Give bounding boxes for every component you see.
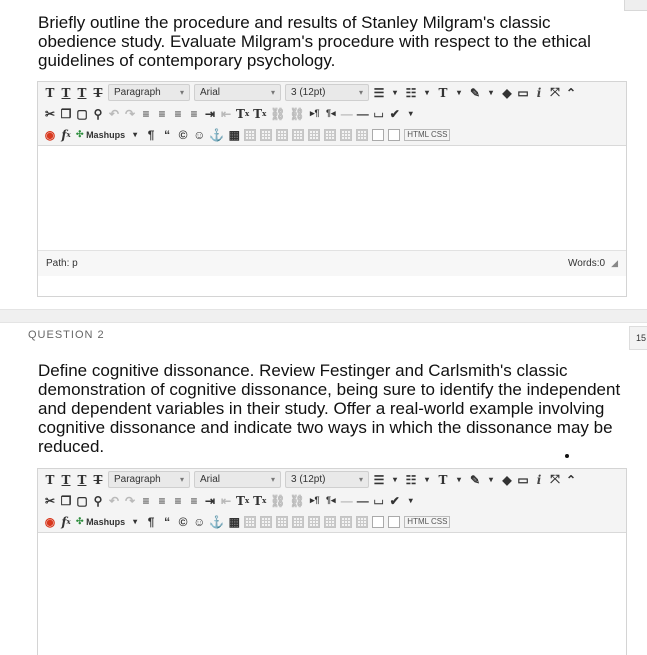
record-icon[interactable]: ◉ [44, 127, 56, 142]
question-1-text: Briefly outline the procedure and results of Stanley Milgram's classic obedience study. Evaluate Milgram's procedure with respect to the ethical guidelines of contemporary psychology. [38, 13, 591, 70]
chevron-down-icon: ▾ [179, 475, 184, 484]
css-label: CSS [431, 129, 448, 139]
redo-icon[interactable]: ↷ [124, 106, 136, 121]
delete-row-icon[interactable] [308, 129, 320, 141]
superscript-icon[interactable]: T x [236, 106, 250, 121]
answer-editor-1 [37, 81, 627, 297]
find-icon[interactable]: ⚲ [93, 106, 103, 121]
align-justify-icon[interactable]: ≡ [190, 493, 198, 508]
chevron-down-icon: ▾ [270, 475, 275, 484]
text-color-icon[interactable]: T [438, 472, 448, 487]
blockquote-icon[interactable]: “ [164, 514, 171, 529]
link-icon[interactable]: ⛓ [270, 493, 286, 508]
chevron-down-icon: ▾ [358, 88, 363, 97]
mashups-button[interactable] [76, 127, 125, 143]
redo-icon[interactable]: ↷ [124, 493, 136, 508]
emoticon-icon[interactable]: ☺ [193, 514, 206, 529]
paragraph-mark-icon[interactable]: ¶ [147, 514, 155, 529]
nonbreaking-space-icon[interactable]: ⌴ [373, 493, 384, 507]
question-2-header: QUESTION 2 [28, 329, 105, 341]
size-select-value: 3 (12pt) [291, 87, 326, 98]
text-style-3-icon[interactable]: T [77, 472, 87, 487]
font-select-value: Arial [200, 474, 221, 485]
align-right-icon[interactable]: ≡ [174, 493, 182, 508]
info-icon[interactable]: i [536, 85, 542, 100]
align-center-icon[interactable]: ≡ [158, 493, 166, 508]
align-justify-icon[interactable]: ≡ [190, 106, 198, 121]
editor-content-area[interactable] [38, 533, 626, 653]
chevron-down-icon[interactable]: ▾ [456, 88, 461, 97]
editor-toolbar [38, 82, 626, 146]
numbered-list-icon[interactable]: ☷ [405, 85, 417, 100]
copy-icon[interactable]: ❐ [60, 106, 72, 121]
font-size-select[interactable] [285, 84, 369, 101]
align-right-icon[interactable]: ≡ [174, 106, 182, 121]
question-divider [0, 309, 647, 323]
nonbreaking-space-icon[interactable]: ⌴ [373, 106, 384, 120]
editor-content-area[interactable] [38, 146, 626, 250]
toolbar-row-1 [38, 469, 626, 490]
show-blocks-icon[interactable] [388, 129, 400, 141]
subscript-icon[interactable]: T x [253, 493, 267, 508]
anchor-icon[interactable]: ⚓ [209, 514, 225, 529]
insert-row-icon[interactable] [292, 516, 304, 528]
font-family-select[interactable] [194, 471, 281, 488]
insert-col-icon[interactable] [324, 516, 336, 528]
table-props-icon[interactable] [244, 129, 256, 141]
strikethrough-icon[interactable]: T [93, 472, 103, 487]
resize-handle-icon[interactable]: ◢ [611, 258, 618, 268]
path-indicator: Path: p [46, 258, 78, 269]
chevron-down-icon: ▾ [179, 88, 184, 97]
size-select-value: 3 (12pt) [291, 474, 326, 485]
toolbar-row-2 [38, 103, 626, 124]
word-count-wrap [568, 258, 618, 269]
editor-toolbar [38, 469, 626, 533]
delete-row-icon[interactable] [308, 516, 320, 528]
ltr-icon[interactable]: ▸¶ [309, 108, 320, 118]
text-style-2-icon[interactable]: T [61, 472, 71, 487]
insert-table-icon[interactable]: ▦ [228, 514, 240, 529]
toolbar-row-3 [38, 511, 626, 532]
html-label: HTML [407, 129, 429, 139]
question-2-points: 15 [629, 326, 647, 350]
info-icon[interactable]: i [536, 472, 542, 487]
mashups-label: Mashups [86, 129, 126, 140]
align-left-icon[interactable]: ≡ [142, 106, 150, 121]
mashups-icon: ✣ [76, 129, 84, 139]
mashups-label: Mashups [86, 516, 126, 527]
font-size-select[interactable] [285, 471, 369, 488]
copyright-icon[interactable]: © [178, 127, 188, 142]
insert-row-icon[interactable] [292, 129, 304, 141]
copy-icon[interactable]: ❐ [60, 493, 72, 508]
chevron-down-icon[interactable]: ▾ [133, 130, 138, 139]
undo-icon[interactable]: ↶ [108, 493, 120, 508]
formula-icon[interactable]: f x [61, 127, 71, 142]
mashups-button[interactable] [76, 514, 125, 530]
split-cells-icon[interactable] [372, 129, 384, 141]
align-center-icon[interactable]: ≡ [158, 106, 166, 121]
font-family-select[interactable] [194, 84, 281, 101]
fullscreen-icon[interactable]: ⤧ [550, 472, 560, 486]
chevron-down-icon: ▾ [270, 88, 275, 97]
collapse-toolbar-icon[interactable]: ⌃ [565, 85, 577, 100]
text-style-3-icon[interactable]: T [77, 85, 87, 100]
show-blocks-icon[interactable] [388, 516, 400, 528]
insert-table-icon[interactable]: ▦ [228, 127, 240, 142]
chevron-down-icon[interactable]: ▾ [133, 517, 138, 526]
paste-icon[interactable]: ▢ [76, 493, 88, 508]
chevron-down-icon: ▾ [358, 475, 363, 484]
html-label: HTML [407, 516, 429, 526]
anchor-icon[interactable]: ⚓ [209, 127, 225, 142]
preview-icon[interactable]: ▭ [517, 472, 529, 487]
highlight-pen-icon[interactable]: ✎ [469, 85, 481, 100]
top-right-panel-edge [624, 0, 647, 11]
outdent-icon[interactable]: ⇤ [220, 493, 232, 508]
subscript-icon[interactable]: T x [253, 106, 267, 121]
text-style-1-icon[interactable]: T [45, 85, 55, 100]
css-label: CSS [431, 516, 448, 526]
format-select-value: Paragraph [114, 87, 161, 98]
emoticon-icon[interactable]: ☺ [193, 127, 206, 142]
rtl-icon[interactable]: ¶◂ [325, 108, 336, 118]
cell-props-icon[interactable] [276, 129, 288, 141]
html-button[interactable] [404, 129, 450, 141]
fullscreen-icon[interactable]: ⤧ [550, 85, 560, 99]
copyright-icon[interactable]: © [178, 514, 188, 529]
table-props-icon[interactable] [244, 516, 256, 528]
bullet-list-icon[interactable]: ☰ [373, 472, 385, 487]
chevron-down-icon[interactable]: ▾ [392, 475, 397, 484]
paste-icon[interactable]: ▢ [76, 106, 88, 121]
delete-col-icon[interactable] [340, 516, 352, 528]
chevron-down-icon[interactable]: ▾ [392, 88, 397, 97]
split-cells-icon[interactable] [372, 516, 384, 528]
font-select-value: Arial [200, 87, 221, 98]
format-select-value: Paragraph [114, 474, 161, 485]
unlink-icon[interactable]: ⛓ [289, 493, 305, 508]
find-icon[interactable]: ⚲ [93, 493, 103, 508]
toolbar-row-2 [38, 490, 626, 511]
rtl-icon[interactable]: ¶◂ [325, 495, 336, 505]
strikethrough-icon[interactable]: T [93, 85, 103, 100]
align-left-icon[interactable]: ≡ [142, 493, 150, 508]
horizontal-rule-icon[interactable]: — [340, 106, 353, 121]
record-icon[interactable]: ◉ [44, 514, 56, 529]
bullet-list-icon[interactable]: ☰ [373, 85, 385, 100]
toolbar-row-1 [38, 82, 626, 103]
formula-icon[interactable]: f x [61, 514, 71, 529]
bullet-dot [565, 454, 569, 458]
ltr-icon[interactable]: ▸¶ [309, 495, 320, 505]
chevron-down-icon[interactable]: ▾ [424, 88, 429, 97]
chevron-down-icon[interactable]: ▾ [424, 475, 429, 484]
unlink-icon[interactable]: ⛓ [289, 106, 305, 121]
paragraph-format-select[interactable] [108, 471, 190, 488]
html-button[interactable] [404, 516, 450, 528]
collapse-toolbar-icon[interactable]: ⌃ [565, 472, 577, 487]
chevron-down-icon[interactable]: ▾ [408, 109, 413, 118]
text-style-1-icon[interactable]: T [45, 472, 55, 487]
horizontal-line-icon[interactable]: — [356, 493, 369, 508]
eraser-icon[interactable]: ◆ [502, 472, 512, 487]
cut-icon[interactable]: ✂ [44, 106, 56, 121]
merge-cells-icon[interactable] [356, 516, 368, 528]
spellcheck-icon[interactable]: ✔ [389, 493, 400, 508]
word-count: Words:0 [568, 258, 606, 269]
paragraph-mark-icon[interactable]: ¶ [147, 127, 155, 142]
numbered-list-icon[interactable]: ☷ [405, 472, 417, 487]
blockquote-icon[interactable]: “ [164, 127, 171, 142]
indent-icon[interactable]: ⇥ [204, 106, 216, 121]
undo-icon[interactable]: ↶ [108, 106, 120, 121]
spellcheck-icon[interactable]: ✔ [389, 106, 400, 121]
paragraph-format-select[interactable] [108, 84, 190, 101]
chevron-down-icon[interactable]: ▾ [408, 496, 413, 505]
question-2-text: Define cognitive dissonance. Review Festinger and Carlsmith's classic demonstration of cognitive dissonance, being sure to identify the independent and dependent variables in their study. Offer a real-world example involving cognitive dissonance and indicate two ways in which the dissonance may be reduced. [38, 361, 621, 456]
answer-editor-2 [37, 468, 627, 655]
delete-col-icon[interactable] [340, 129, 352, 141]
text-color-icon[interactable]: T [438, 85, 448, 100]
superscript-icon[interactable]: T x [236, 493, 250, 508]
row-props-icon[interactable] [260, 129, 272, 141]
outdent-icon[interactable]: ⇤ [220, 106, 232, 121]
toolbar-row-3 [38, 124, 626, 145]
preview-icon[interactable]: ▭ [517, 85, 529, 100]
chevron-down-icon[interactable]: ▾ [488, 475, 493, 484]
cut-icon[interactable]: ✂ [44, 493, 56, 508]
chevron-down-icon[interactable]: ▾ [456, 475, 461, 484]
merge-cells-icon[interactable] [356, 129, 368, 141]
link-icon[interactable]: ⛓ [270, 106, 286, 121]
eraser-icon[interactable]: ◆ [502, 85, 512, 100]
insert-col-icon[interactable] [324, 129, 336, 141]
horizontal-rule-icon[interactable]: — [340, 493, 353, 508]
indent-icon[interactable]: ⇥ [204, 493, 216, 508]
text-style-2-icon[interactable]: T [61, 85, 71, 100]
editor-statusbar [38, 250, 626, 276]
cell-props-icon[interactable] [276, 516, 288, 528]
mashups-icon: ✣ [76, 516, 84, 526]
row-props-icon[interactable] [260, 516, 272, 528]
highlight-pen-icon[interactable]: ✎ [469, 472, 481, 487]
chevron-down-icon[interactable]: ▾ [488, 88, 493, 97]
horizontal-line-icon[interactable]: — [356, 106, 369, 121]
